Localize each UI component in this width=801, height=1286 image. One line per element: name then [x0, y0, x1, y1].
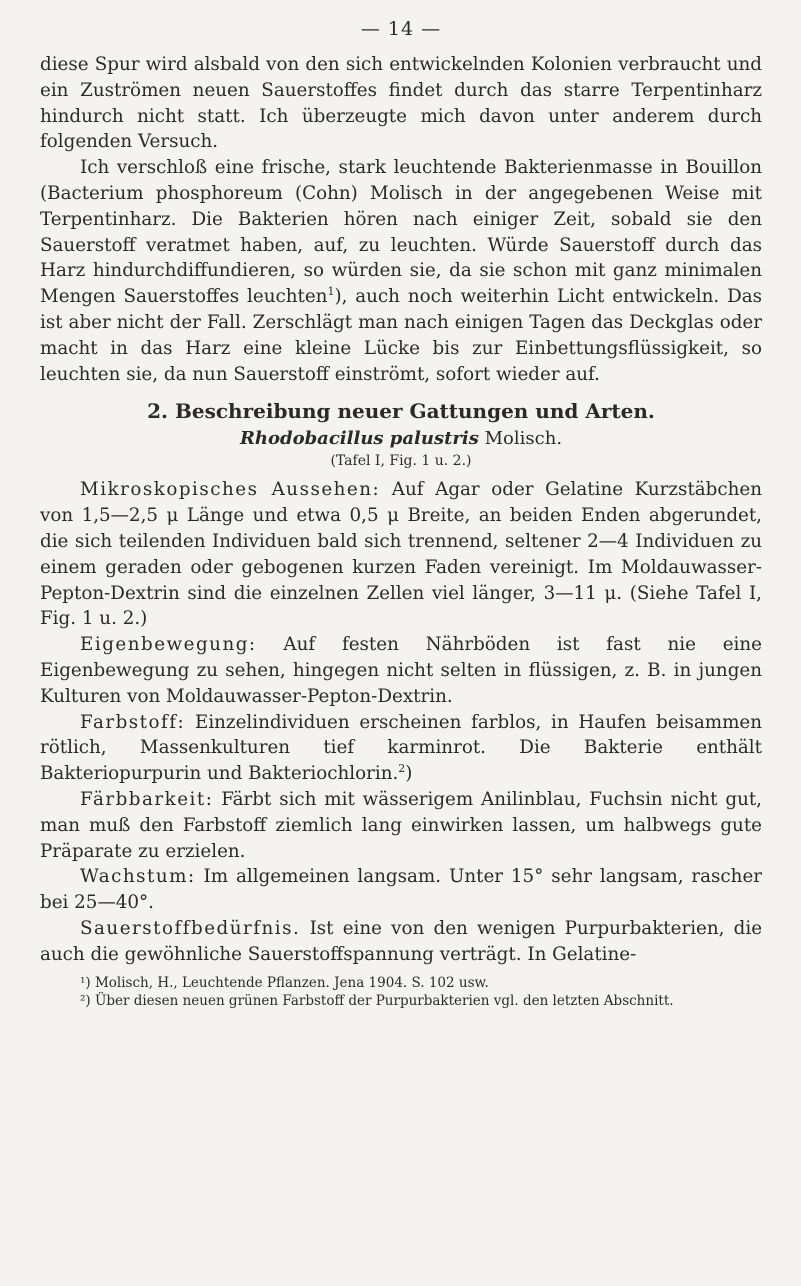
species-author: Molisch. — [484, 428, 563, 450]
section-wachstum-text: Im allgemeinen langsam. Unter 15° sehr langsam, rascher bei 25—40°. — [40, 866, 763, 914]
section-mikroskopisch — [40, 477, 762, 632]
section-faerbbarkeit-label: Färbbarkeit: — [80, 788, 214, 810]
footnote-ref-1: 1 — [327, 285, 335, 299]
section-farbstoff-label: Farbstoff: — [80, 711, 186, 733]
paragraph-1 — [40, 52, 762, 155]
paragraph-2-text-a: Ich verschloß eine frische, stark leuchtende Bakterienmasse in Bouillon (Bacterium phosphoreum (Cohn) Molisch in der angegebenen Weise mit Terpentinharz. Die Bakterien hören nach einiger Zeit, sobald sie den Sauerstoff veratmet haben, auf, zu leuchten. Würde Sauerstoff durch das Harz hindurchdiffundieren, so würden sie, da sie schon mit ganz minimalen Mengen Sauerstoffes leuchten — [40, 157, 762, 308]
section-heading: 2. Beschreibung neuer Gattungen und Arten. — [147, 399, 655, 424]
paragraph-2 — [40, 155, 762, 387]
plate-reference: (Tafel I, Fig. 1 u. 2.) — [330, 453, 472, 470]
section-wachstum-label: Wachstum: — [80, 866, 196, 888]
section-farbstoff-end: ) — [405, 763, 413, 785]
page-number: — 14 — — [360, 18, 442, 40]
section-sauerstoff-text: Ist eine von den wenigen Purpurbakterien, die auch die gewöhnliche Sauerstoffspannung verträgt. In Gelatine- — [40, 917, 763, 965]
section-sauerstoff — [40, 916, 762, 968]
section-faerbbarkeit — [40, 787, 762, 864]
footnotes — [40, 974, 762, 1010]
footnote-1: ¹) Molisch, H., Leuchtende Pflanzen. Jena 1904. S. 102 usw. — [80, 974, 489, 991]
footnote-2: ²) Über diesen neuen grünen Farbstoff der Purpurbakterien vgl. den letzten Abschnitt. — [80, 992, 674, 1009]
section-mikroskopisch-label: Mikroskopisches Aussehen: — [80, 479, 381, 501]
page — [40, 18, 762, 1010]
section-farbstoff-text: Einzelindividuen erscheinen farblos, in Haufen beisammen rötlich, Massenkulturen tief karminrot. Die Bakterie enthält Bakteriopurpurin und Bakteriochlorin. — [40, 711, 762, 785]
section-farbstoff — [40, 710, 762, 787]
footnote-ref-2: 2 — [398, 762, 406, 776]
species-title — [40, 427, 762, 451]
species-name: Rhodobacillus palustris — [239, 428, 479, 450]
section-wachstum — [40, 864, 762, 916]
paragraph-2-text-b: ), auch noch weiterhin Licht entwickeln. Das ist aber nicht der Fall. Zerschlägt man nach einigen Tagen das Deckglas oder macht in das Harz eine kleine Lücke bis zur Einbettungsflüssigkeit, so leuchten sie, da nun Sauerstoff einströmt, sofort wieder auf. — [40, 286, 763, 385]
section-eigenbewegung-text: Auf festen Nährböden ist fast nie eine Eigenbewegung zu sehen, hingegen nicht selten in flüssigen, z. B. in jungen Kulturen von Moldauwasser-Pepton-Dextrin. — [40, 634, 762, 707]
section-eigenbewegung-label: Eigenbewegung: — [80, 634, 257, 656]
section-mikroskopisch-text: Auf Agar oder Gelatine Kurzstäbchen von 1,5—2,5 μ Länge und etwa 0,5 μ Breite, an beiden Enden abgerundet, die sich teilenden Individuen bald sich trennend, seltener 2—4 Individuen zu einem geraden oder gebogenen kurzen Faden vereinigt. Im Moldauwasser-Pepton-Dextrin sind die einzelnen Zellen viel länger, 3—11 μ. (Siehe Tafel I, Fig. 1 u. 2.) — [40, 479, 762, 630]
paragraph-1-text: diese Spur wird alsbald von den sich entwickelnden Kolonien verbraucht und ein Zuströmen neuen Sauerstoffes findet durch das starre Terpentinharz hindurch nicht statt. Ich überzeugte mich davon unter anderem durch folgenden Versuch. — [40, 54, 762, 153]
section-sauerstoff-label: Sauerstoffbedürfnis. — [80, 917, 301, 939]
section-eigenbewegung — [40, 632, 762, 709]
section-faerbbarkeit-text: Färbt sich mit wässerigem Anilinblau, Fuchsin nicht gut, man muß den Farbstoff ziemlich lang einwirken lassen, um halbwegs gute Präparate zu erzielen. — [40, 788, 762, 862]
